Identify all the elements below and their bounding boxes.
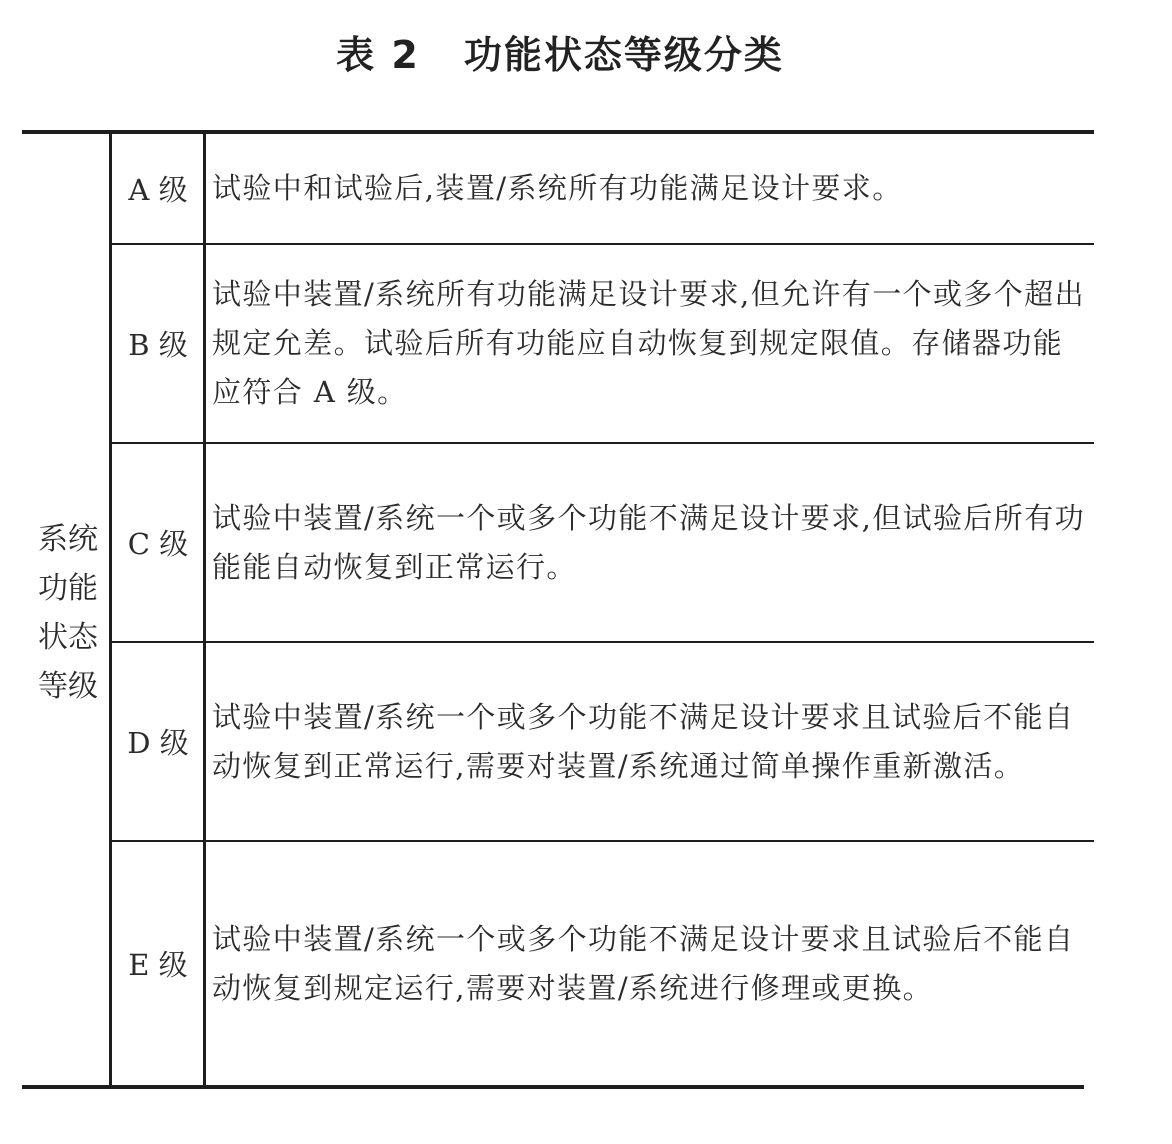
description-text: 试验中装置/系统一个或多个功能不满足设计要求且试验后不能自动恢复到规定运行,需要对装置/系统进行修理或更换。	[212, 921, 1075, 1005]
description-text: 试验中装置/系统一个或多个功能不满足设计要求,但试验后所有功能能自动恢复到正常运行。	[212, 500, 1085, 584]
grade-cell-d: D 级	[127, 726, 189, 760]
category-line: 状态	[38, 620, 98, 655]
grade-cell-e: E 级	[128, 948, 188, 982]
table-title	[0, 24, 1120, 79]
category-cell	[28, 515, 108, 711]
table-title-text: 功能状态等级分类	[463, 33, 784, 77]
description-cell-a	[212, 134, 1090, 243]
category-line: 功能	[38, 571, 98, 606]
description-cell-d	[212, 643, 1090, 840]
description-cell-c	[212, 444, 1090, 641]
table-number: 表 2	[336, 33, 420, 77]
description-text: 试验中装置/系统一个或多个功能不满足设计要求且试验后不能自动恢复到正常运行,需要对装置/系统通过简单操作重新激活。	[212, 699, 1075, 783]
grade-cell-a: A 级	[128, 173, 188, 207]
category-line: 等级	[38, 669, 98, 704]
table-bottom-rule	[22, 1085, 1084, 1089]
description-cell-e	[212, 842, 1090, 1085]
grade-cell-c: C 级	[127, 527, 189, 561]
description-text: 试验中装置/系统所有功能满足设计要求,但允许有一个或多个超出规定允差。试验后所有功能应自动恢复到规定限值。存储器功能应符合 A 级。	[212, 277, 1085, 409]
description-text: 试验中和试验后,装置/系统所有功能满足设计要求。	[212, 171, 903, 205]
category-line: 系统	[38, 522, 98, 557]
description-cell-b	[212, 245, 1090, 442]
grade-cell-b: B 级	[128, 328, 188, 362]
